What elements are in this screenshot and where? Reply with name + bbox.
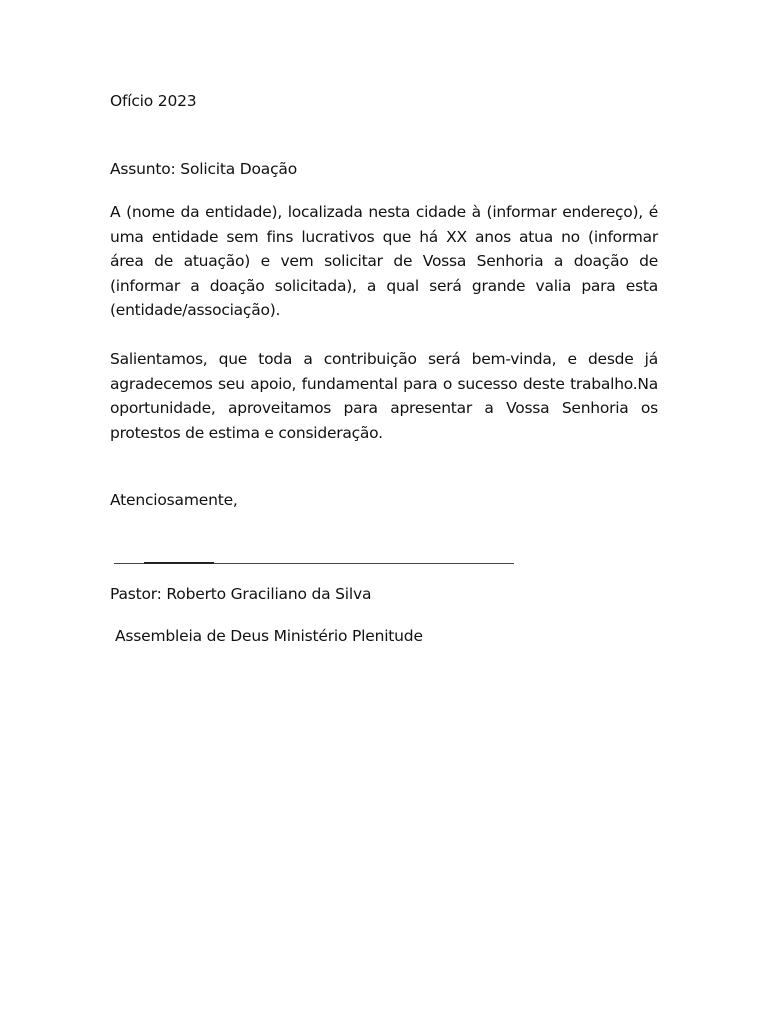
closing-text: Atenciosamente, [110,491,238,509]
document-header: Ofício 2023 [110,92,197,110]
document-page [110,0,658,1024]
signature-line-accent [144,562,214,564]
document-subject: Assunto: Solicita Doação [110,160,297,178]
signer-name: Pastor: Roberto Graciliano da Silva [110,585,372,603]
signer-organization: Assembleia de Deus Ministério Plenitude [115,627,423,645]
body-paragraph-1: A (nome da entidade), localizada nesta cidade à (informar endereço), é uma entidade sem fins lucrativos que há XX anos atua no (informar área de atuação) e vem solicitar de Vossa Senhoria a doação de (informar a doação solicitada), a qual será grande valia para esta (entidade/associação). [110,203,658,319]
body-paragraph-2: Salientamos, que toda a contribuição será bem-vinda, e desde já agradecemos seu apoio, fundamental para o sucesso deste trabalho.Na oportunidade, aproveitamos para apresentar a Vossa Senhoria os protestos de estima e consideração. [110,350,658,442]
